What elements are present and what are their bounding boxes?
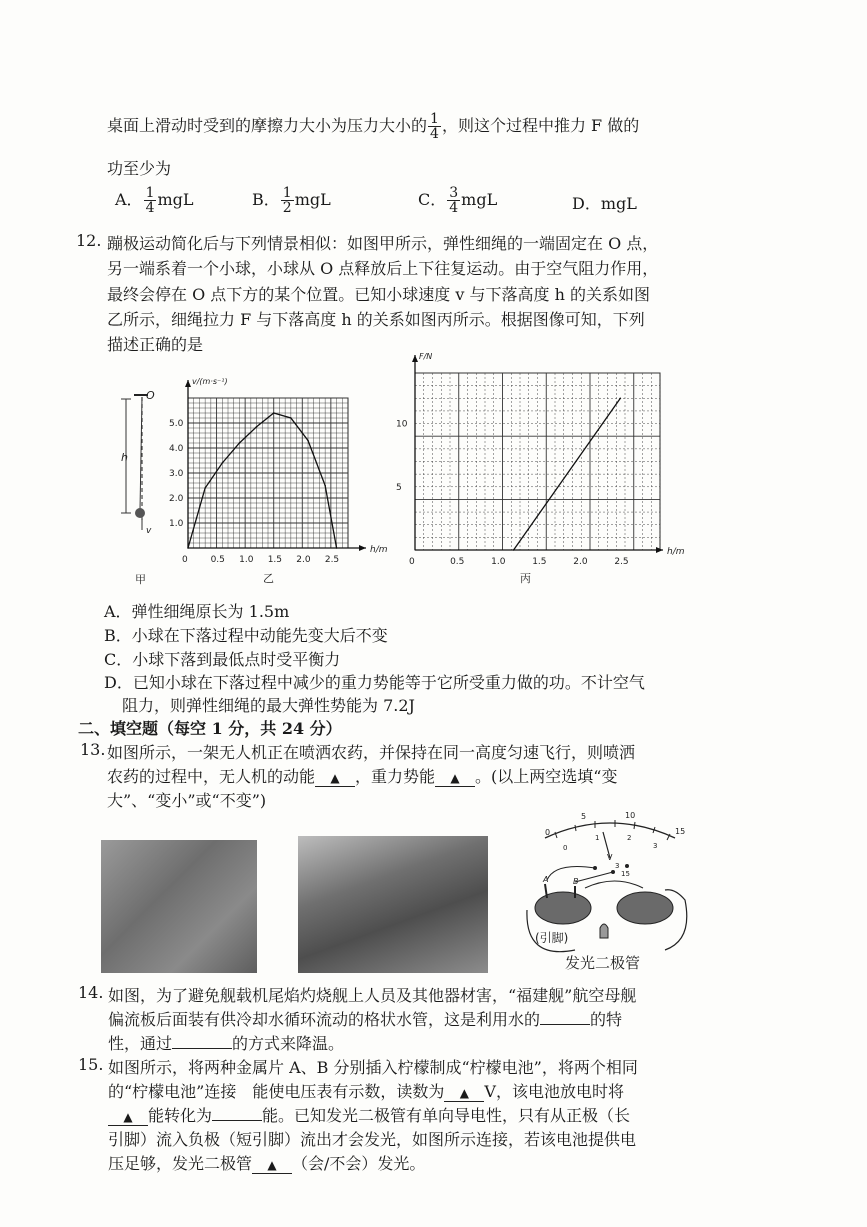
option-unit: mgL xyxy=(461,190,498,209)
y-axis-arrow xyxy=(412,355,418,362)
terminal-label: V xyxy=(607,853,613,862)
lemon-left xyxy=(535,892,591,924)
q14-text: 的方式来降温。 xyxy=(232,1034,345,1053)
q14-number: 14. xyxy=(78,983,104,1002)
x-tick-label: 2.0 xyxy=(573,557,588,567)
q15-text: V，该电池放电时将 xyxy=(484,1082,624,1101)
answer-blank[interactable] xyxy=(315,767,355,787)
data-point xyxy=(256,426,258,428)
scale-bottom-label: 0 xyxy=(563,844,568,852)
answer-blank[interactable] xyxy=(108,1106,148,1126)
q14-text: 偏流板后面装有供冷却水循环流动的格状水管，这是利用水的 xyxy=(108,1010,541,1029)
q12-line: 乙所示，细绳拉力 F 与下落高度 h 的关系如图丙所示。根据图像可知，下列 xyxy=(107,310,645,329)
frac-den: 2 xyxy=(282,200,292,216)
q13-text: 农药的过程中，无人机的动能 xyxy=(107,767,316,786)
meter-scale xyxy=(545,823,675,838)
figure-jia xyxy=(112,385,162,590)
option-label: A． xyxy=(115,190,143,209)
answer-blank[interactable] xyxy=(252,1154,292,1174)
q12-option-a[interactable]: A．弹性细绳原长为 1.5m xyxy=(104,602,290,621)
q12-line: 另一端系着一个小球，小球从 O 点释放后上下往复运动。由于空气阻力作用， xyxy=(107,259,659,278)
electrode-label: B xyxy=(573,877,579,886)
q12-line: 描述正确的是 xyxy=(107,335,204,354)
q15-text: （会/不会）发光。 xyxy=(292,1154,426,1173)
q12-line: 最终会停在 O 点下方的某个位置。已知小球速度 v 与下落高度 h 的关系如图 xyxy=(107,285,650,304)
carrier-photo xyxy=(298,836,488,973)
option-label: C． xyxy=(418,190,447,209)
option-fraction xyxy=(144,186,157,215)
triangle-icon: ▲ xyxy=(330,771,340,785)
option-text: mgL xyxy=(600,194,637,213)
led-caption: 发光二极管 xyxy=(565,954,641,972)
q12-option-c[interactable]: C．小球下落到最低点时受平衡力 xyxy=(104,650,341,669)
scale-top-label: 0 xyxy=(545,828,551,837)
wire xyxy=(547,867,595,881)
q11-option-c[interactable] xyxy=(418,186,497,215)
scale-top-label: 5 xyxy=(581,812,587,821)
q13-line3: 大”、“变小”或“不变”) xyxy=(107,791,267,810)
answer-blank[interactable] xyxy=(444,1082,484,1102)
q11-line2: 功至少为 xyxy=(107,159,172,178)
data-point xyxy=(290,417,292,419)
frac-num: 3 xyxy=(449,185,459,201)
label-O: O xyxy=(146,389,155,402)
q14-text: 的特 xyxy=(590,1010,623,1029)
q13-line1: 如图所示，一架无人机正在喷洒农药，并保持在同一高度匀速飞行，则喷洒 xyxy=(107,743,636,762)
q15-line4: 引脚）流入负极（短引脚）流出才会发光，如图所示连接，若该电池提供电 xyxy=(108,1130,637,1149)
q14-text: 性，通过 xyxy=(108,1034,173,1053)
data-point xyxy=(513,549,515,551)
lemon-circuit xyxy=(515,810,695,975)
drone-photo xyxy=(101,840,257,973)
y-axis-label: v/(m·s⁻¹) xyxy=(192,377,228,386)
triangle-icon: ▲ xyxy=(267,1158,277,1172)
data-point xyxy=(187,547,189,549)
option-fraction xyxy=(447,186,460,215)
data-point xyxy=(336,547,338,549)
triangle-icon: ▲ xyxy=(450,771,460,785)
q15-text: 压足够，发光二极管 xyxy=(108,1154,253,1173)
answer-blank[interactable] xyxy=(435,767,475,787)
q11-option-b[interactable] xyxy=(252,186,331,215)
scale-top-label: 10 xyxy=(625,811,636,820)
section-heading: 二、填空题（每空 1 分，共 24 分） xyxy=(78,719,342,738)
x-tick-label: 0.5 xyxy=(450,557,465,567)
data-point xyxy=(620,397,622,399)
y-tick-label: 5 xyxy=(396,482,402,493)
x-tick-label: 0 xyxy=(409,557,415,567)
label-h: h xyxy=(121,451,128,464)
y-tick-label: 1.0 xyxy=(169,519,184,529)
q12-option-d[interactable]: D．已知小球在下落过程中减少的重力势能等于它所受重力做的功。不计空气 xyxy=(104,673,645,692)
scale-bottom-label: 1 xyxy=(595,834,600,842)
x-axis-label: h/m xyxy=(370,545,388,555)
data-point xyxy=(307,440,309,442)
scale-top-label: 15 xyxy=(675,827,686,836)
x-tick-label: 2.5 xyxy=(324,555,340,565)
answer-blank[interactable] xyxy=(540,1024,590,1025)
q13-text: ，重力势能 xyxy=(355,767,436,786)
q15-text: 的“柠檬电池”连接 xyxy=(108,1082,237,1101)
x-tick-label: 0.5 xyxy=(210,555,225,565)
chart-bing xyxy=(385,353,685,590)
data-point xyxy=(239,442,241,444)
q15-line1: 如图所示，将两种金属片 A、B 分别插入柠檬制成“柠檬电池”，将两个相同 xyxy=(108,1058,638,1077)
frac-den: 4 xyxy=(449,200,459,216)
x-tick-label: 1.0 xyxy=(491,557,506,567)
q11-option-a[interactable] xyxy=(115,186,194,215)
y-tick-label: 2.0 xyxy=(169,494,184,504)
y-axis-label: F/N xyxy=(419,352,433,361)
q15-text: 能转化为 xyxy=(148,1106,213,1125)
q13-number: 13. xyxy=(80,740,106,759)
y-tick-label: 5.0 xyxy=(169,419,184,429)
frac-num: 1 xyxy=(282,185,292,201)
wire xyxy=(585,881,643,888)
q11-text-a: 桌面上滑动时受到的摩擦力大小为压力大小的 xyxy=(107,116,428,135)
q12-line: 蹦极运动简化后与下列情景相似：如图甲所示，弹性细绳的一端固定在 O 点， xyxy=(107,234,659,253)
data-point xyxy=(204,487,206,489)
scale-bottom-label: 3 xyxy=(653,842,658,850)
chart-caption: 丙 xyxy=(520,572,531,585)
q11-text-b: ，则这个过程中推力 F 做的 xyxy=(441,116,640,135)
wire xyxy=(575,872,613,882)
x-axis-arrow xyxy=(359,545,366,551)
q12-option-b[interactable]: B．小球在下落过程中动能先变大后不变 xyxy=(104,626,388,645)
q15-line3 xyxy=(108,1103,630,1126)
x-tick-label: 2.5 xyxy=(614,557,629,567)
frac-num: 1 xyxy=(430,111,439,127)
lemon-right xyxy=(617,892,673,924)
q15-number: 15. xyxy=(78,1055,104,1074)
label-v: v xyxy=(146,526,152,536)
triangle-icon: ▲ xyxy=(459,1086,469,1100)
option-unit: mgL xyxy=(157,190,194,209)
q11-option-d[interactable] xyxy=(572,191,637,214)
q11-fraction xyxy=(428,112,441,141)
q15-text: 能使电压表有示数，读数为 xyxy=(252,1082,445,1101)
ball xyxy=(135,508,145,518)
triangle-icon: ▲ xyxy=(123,1110,133,1124)
q12-number: 12. xyxy=(76,231,102,250)
frac-num: 1 xyxy=(145,185,155,201)
scale-bottom-label: 2 xyxy=(627,834,632,842)
data-point xyxy=(221,462,223,464)
q14-line3 xyxy=(108,1031,344,1054)
q15-line5 xyxy=(108,1151,425,1174)
chart-yi xyxy=(160,370,388,590)
q12-option-d-cont: 阻力，则弹性细绳的最大弹性势能为 7.2J xyxy=(122,696,415,715)
q13-line2 xyxy=(107,764,617,787)
terminal xyxy=(625,864,629,868)
frac-den: 4 xyxy=(145,200,155,216)
terminal-label: 3 xyxy=(615,862,620,870)
x-tick-label: 0 xyxy=(182,555,188,565)
x-tick-label: 2.0 xyxy=(296,555,311,565)
q14-line2 xyxy=(108,1007,622,1030)
electrode-label: A xyxy=(543,875,549,884)
y-axis-arrow xyxy=(185,380,191,387)
q15-text: 能。已知发光二极管有单向导电性，只有从正极（长 xyxy=(262,1106,631,1125)
answer-blank[interactable] xyxy=(212,1120,262,1121)
frac-den: 4 xyxy=(430,126,439,142)
data-point xyxy=(273,412,275,414)
q13-text: 。(以上两空选填“变 xyxy=(475,767,618,786)
q14-line1: 如图，为了避免舰载机尾焰灼烧舰上人员及其他器材害，“福建舰”航空母舰 xyxy=(108,986,637,1005)
led-icon xyxy=(600,924,608,938)
x-axis-label: h/m xyxy=(667,547,685,557)
y-tick-label: 4.0 xyxy=(169,444,184,454)
answer-blank[interactable] xyxy=(172,1048,232,1049)
x-tick-label: 1.5 xyxy=(532,557,547,567)
data-point xyxy=(324,485,326,487)
q11-line1 xyxy=(107,112,639,141)
option-unit: mgL xyxy=(294,190,331,209)
chart-caption: 乙 xyxy=(263,572,274,585)
q15-line2 xyxy=(108,1079,624,1102)
caption-jia: 甲 xyxy=(135,573,146,586)
option-fraction xyxy=(281,186,294,215)
x-tick-label: 1.5 xyxy=(267,555,283,565)
pin-label: (引脚) xyxy=(535,931,569,945)
y-tick-label: 3.0 xyxy=(169,469,184,479)
option-label: B． xyxy=(252,190,280,209)
option-label: D． xyxy=(572,194,601,213)
y-tick-label: 10 xyxy=(396,419,408,430)
terminal-label: 15 xyxy=(621,870,630,878)
x-tick-label: 1.0 xyxy=(239,555,254,565)
